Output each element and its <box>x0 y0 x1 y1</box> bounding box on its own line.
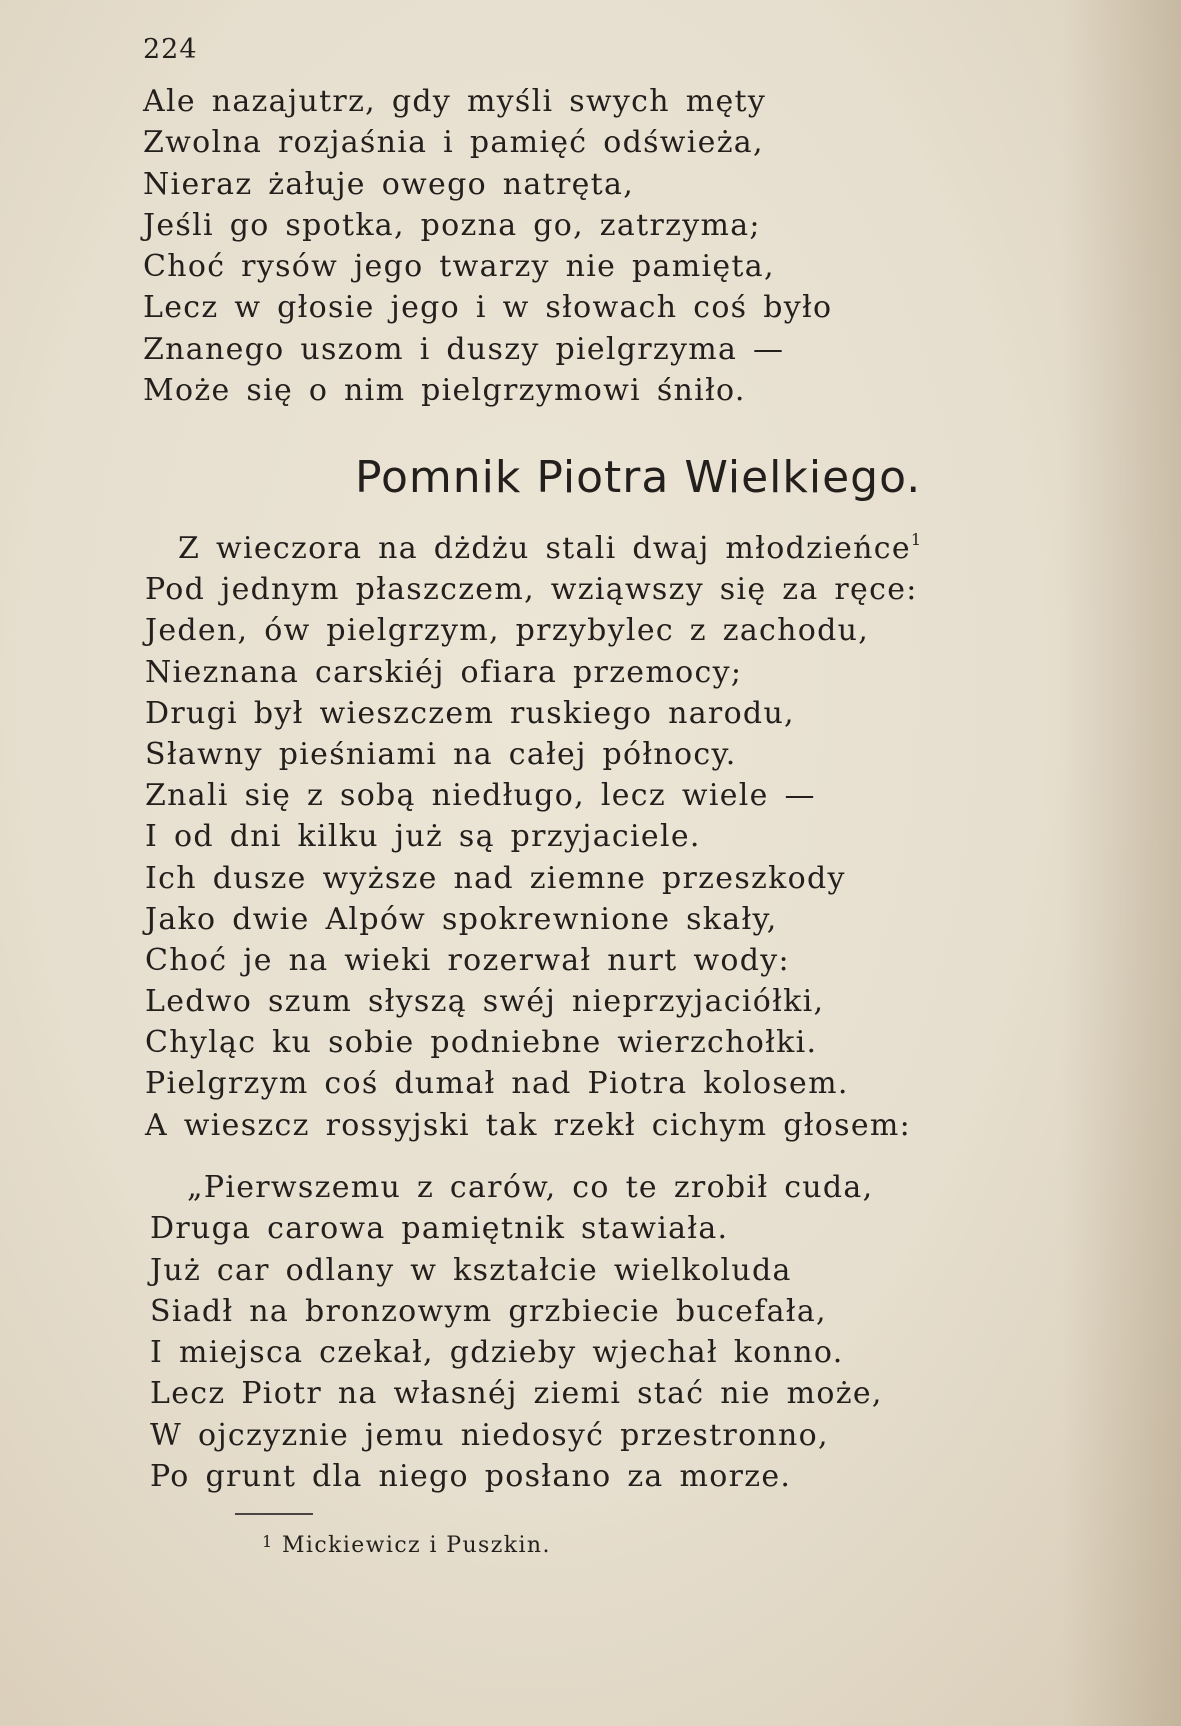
verse-line: Chyląc ku sobie podniebne wierzchołki. <box>145 1025 818 1061</box>
verse-line: Zwolna rozjaśnia i pamięć odświeża, <box>143 125 764 161</box>
verse-line: Znanego uszom i duszy pielgrzyma — <box>143 331 785 367</box>
verse-line: Jeśli go spotka, pozna go, zatrzyma; <box>143 207 761 243</box>
verse-line: Może się o nim pielgrzymowi śniło. <box>143 373 746 409</box>
verse-line: Jako dwie Alpów spokrewnione skały, <box>145 901 778 937</box>
verse-line: Nieraz żałuje owego natręta, <box>143 166 635 202</box>
verse-line: Siadł na bronzowym grzbiecie bucefała, <box>150 1293 827 1329</box>
verse-line: Lecz w głosie jego i w słowach coś było <box>143 290 833 326</box>
verse-line: Ledwo szum słyszą swéj nieprzyjaciółki, <box>145 984 825 1020</box>
footnote-text: Mickiewicz i Puszkin. <box>282 1533 551 1558</box>
verse-line: Lecz Piotr na własnéj ziemi stać nie może, <box>150 1376 883 1412</box>
verse-line: A wieszcz rossyjski tak rzekł cichym głosem: <box>145 1107 912 1143</box>
verse-line: Nieznana carskiéj ofiara przemocy; <box>145 654 743 690</box>
verse-line: Już car odlany w kształcie wielkoluda <box>150 1252 792 1288</box>
verse-line-with-footnote <box>145 528 922 569</box>
stanza-opening <box>145 528 922 1146</box>
verse-line: „Pierwszemu z carów, co te zrobił cuda, <box>187 1170 874 1205</box>
verse-line: Sławny pieśniami na całej północy. <box>145 736 737 772</box>
verse-line: Pod jednym płaszczem, wziąwszy się za ręce: <box>145 572 918 608</box>
verse-line: Ich dusze wyższe nad ziemne przeszkody <box>145 860 846 896</box>
verse-line: I od dni kilku już są przyjaciele. <box>145 819 701 855</box>
footnote-divider <box>235 1513 313 1515</box>
verse-line: Choć rysów jego twarzy nie pamięta, <box>143 249 775 285</box>
footnote-marker: 1 <box>262 1532 274 1551</box>
page-edge-shadow <box>1061 0 1181 1726</box>
verse-line: Druga carowa pamiętnik stawiała. <box>150 1211 729 1247</box>
verse-line: Jeden, ów pielgrzym, przybylec z zachodu, <box>145 613 870 649</box>
verse-line: I miejsca czekał, gdzieby wjechał konno. <box>150 1335 844 1371</box>
verse-line: Ale nazajutrz, gdy myśli swych męty <box>143 84 767 119</box>
verse-line: Choć je na wieki rozerwał nurt wody: <box>145 942 790 978</box>
stanza-speech <box>150 1167 883 1497</box>
verse-line: Znali się z sobą niedługo, lecz wiele — <box>145 778 816 814</box>
stanza-continuation <box>143 81 832 411</box>
verse-line: Po grunt dla niego posłano za morze. <box>150 1459 792 1495</box>
footnote <box>262 1530 551 1562</box>
verse-line: Drugi był wieszczem ruskiego narodu, <box>145 695 795 731</box>
verse-line: W ojczyznie jemu niedosyć przestronno, <box>150 1417 829 1453</box>
verse-line: Pielgrzym coś dumał nad Piotra kolosem. <box>145 1066 849 1102</box>
verse-line-text: Z wieczora na dżdżu stali dwaj młodzieńce <box>178 531 911 566</box>
page-number: 224 <box>143 34 198 65</box>
poem-title: Pomnik Piotra Wielkiego. <box>355 452 922 503</box>
footnote-reference: 1 <box>910 530 923 549</box>
